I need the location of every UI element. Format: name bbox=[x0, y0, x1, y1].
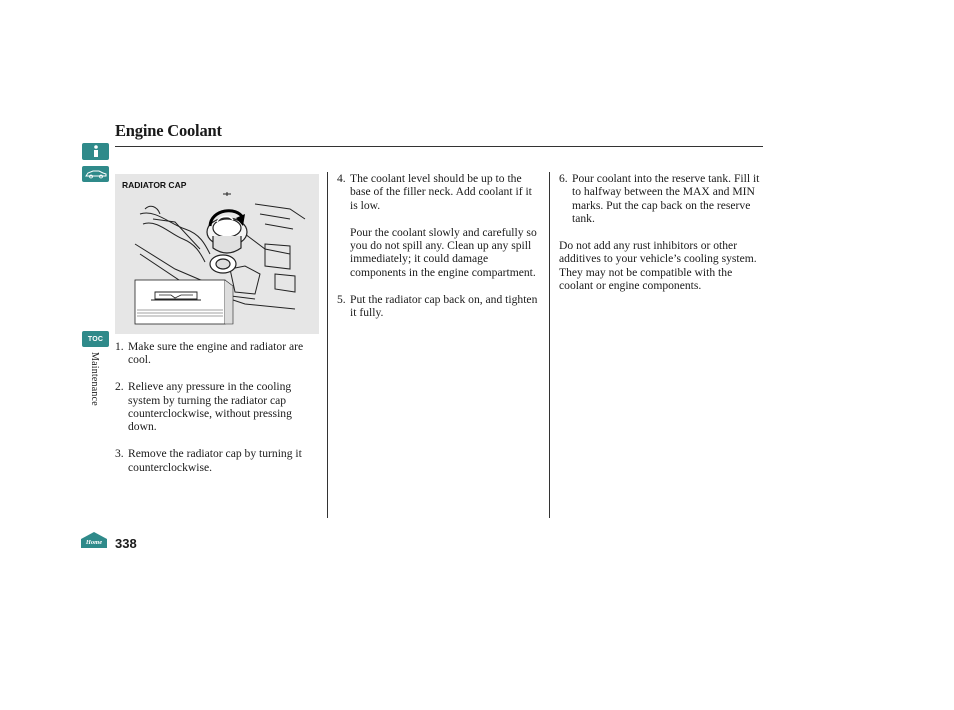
vehicle-tab-button[interactable] bbox=[82, 166, 109, 182]
column-divider bbox=[327, 172, 328, 518]
step-text: Remove the radiator cap by turning it counterclockwise. bbox=[128, 447, 302, 474]
home-button[interactable] bbox=[80, 531, 108, 549]
toc-button[interactable]: TOC bbox=[82, 331, 109, 347]
step-6 bbox=[559, 172, 767, 226]
step-1 bbox=[115, 340, 323, 367]
step-number: 6. bbox=[559, 172, 568, 185]
info-icon bbox=[91, 145, 101, 158]
additive-warning: Do not add any rust inhibitors or other additives to your vehicle’s cooling system. They may not be compatible with the coolant or engine components. bbox=[559, 239, 757, 293]
step-5 bbox=[337, 293, 540, 320]
step-number: 1. bbox=[115, 340, 124, 353]
page-number: 338 bbox=[115, 536, 137, 551]
column-2 bbox=[337, 172, 540, 333]
radiator-cap-figure bbox=[115, 174, 319, 334]
step-4 bbox=[337, 172, 540, 212]
step-3 bbox=[115, 447, 323, 474]
step-number: 5. bbox=[337, 292, 346, 306]
car-icon bbox=[85, 169, 107, 179]
step-text: Make sure the engine and radiator are cool. bbox=[128, 340, 304, 367]
column-1 bbox=[115, 340, 323, 487]
home-icon bbox=[80, 531, 108, 549]
step-4-note: Pour the coolant slowly and carefully so you do not spill any. Clean up any spill immediately; it could damage components in the engine compartment. bbox=[350, 225, 537, 279]
info-tab-button[interactable] bbox=[82, 143, 109, 160]
column-divider bbox=[549, 172, 550, 518]
column-3 bbox=[559, 172, 767, 306]
home-label: Home bbox=[85, 539, 103, 546]
step-text: Pour coolant into the reserve tank. Fill it to halfway between the MAX and MIN marks. Put the cap back on the reserve tank. bbox=[572, 172, 760, 226]
figure-label: RADIATOR CAP bbox=[122, 180, 187, 190]
page-title: Engine Coolant bbox=[115, 121, 222, 140]
engine-illustration bbox=[115, 174, 319, 334]
title-divider bbox=[115, 146, 763, 147]
section-label: Maintenance bbox=[89, 352, 100, 406]
step-text: Put the radiator cap back on, and tighten it fully. bbox=[350, 292, 538, 320]
step-number: 3. bbox=[115, 447, 124, 461]
step-2 bbox=[115, 380, 323, 434]
step-number: 2. bbox=[115, 380, 124, 394]
step-number: 4. bbox=[337, 172, 346, 185]
step-text: The coolant level should be up to the base of the filler neck. Add coolant if it is low. bbox=[350, 172, 532, 212]
step-text: Relieve any pressure in the cooling system by turning the radiator cap counterclockwise, without pressing down. bbox=[128, 380, 292, 434]
